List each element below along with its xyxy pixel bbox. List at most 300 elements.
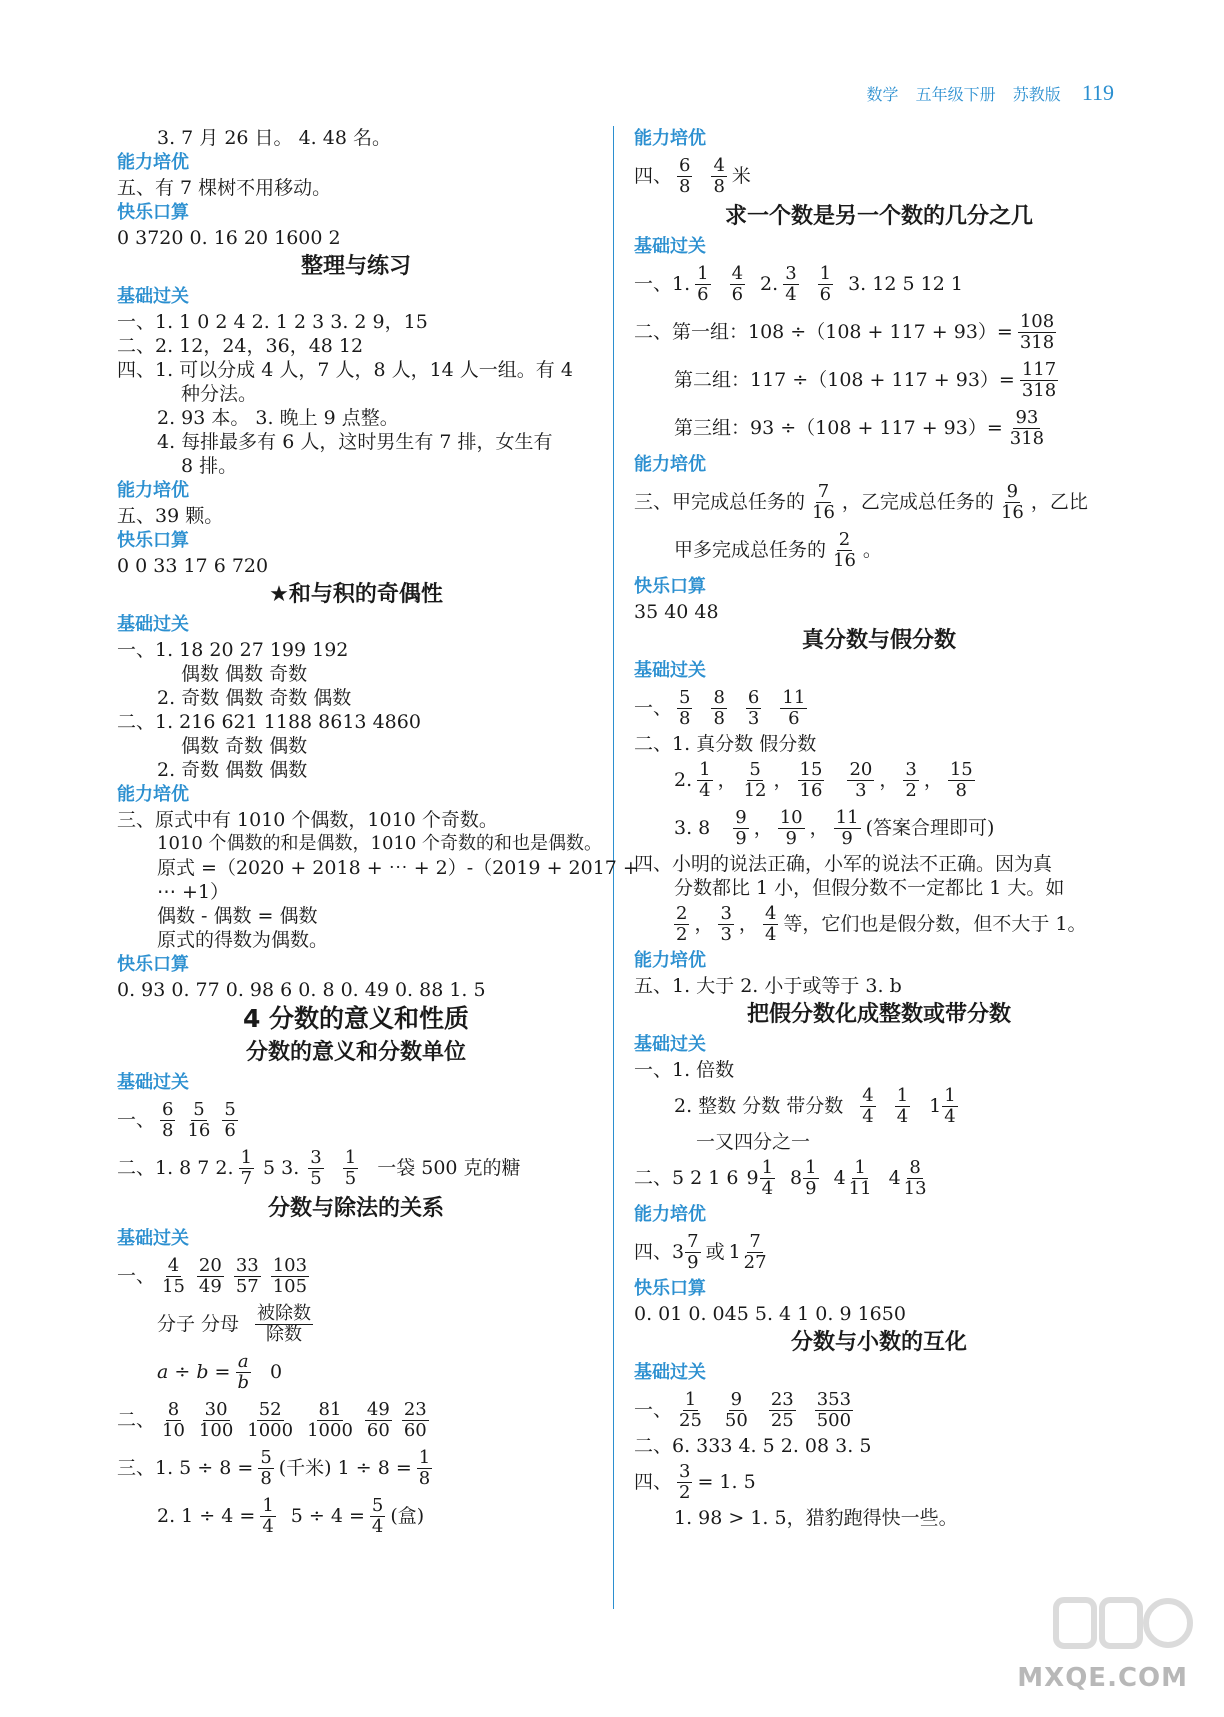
fraction-numerator: 被除数 (257, 1302, 312, 1324)
fraction-denominator: 9 (785, 827, 797, 849)
fraction-line (634, 404, 1124, 452)
fraction-numerator: 3 (679, 1460, 691, 1482)
fraction-denominator: 57 (235, 1275, 259, 1297)
fraction-numerator: 6 (679, 154, 691, 176)
page-number: 119 (1081, 80, 1114, 105)
fraction-denominator: 7 (240, 1167, 253, 1189)
section-label: 基础过关 (117, 286, 189, 307)
section-label: 能力培优 (634, 128, 706, 149)
fraction (711, 156, 726, 197)
item-prefix: 二、 (117, 1409, 156, 1431)
fraction-line (634, 1458, 1124, 1506)
fraction-numerator: 33 (235, 1254, 259, 1276)
fraction-numerator: 1 (684, 1388, 697, 1410)
answer-line: 二、6. 333 4. 5 2. 08 3. 5 (634, 1435, 872, 1457)
fraction (742, 760, 769, 801)
page-header (854, 80, 1114, 106)
fraction-denominator: 6 (788, 707, 800, 729)
answer-line: 2. 93 本。 3. 晚上 9 点整。 (157, 407, 399, 429)
section-label: 快乐口算 (117, 202, 189, 223)
fraction-line (634, 308, 1124, 356)
section-label: 基础过关 (634, 1362, 706, 1383)
fraction-line (634, 478, 1124, 526)
text-run: (答案合理即可) (865, 817, 995, 839)
fraction-denominator: 8 (679, 175, 691, 197)
answer-line: 原式 =（2020 + 2018 + ⋯ + 2）-（2019 + 2017 + (157, 857, 639, 879)
fraction-denominator: 50 (724, 1409, 748, 1431)
fraction-denominator: 105 (272, 1275, 308, 1297)
fraction-numerator: 3 (785, 262, 797, 284)
answer-line: 0 0 33 17 6 720 (117, 555, 269, 577)
text-run: 。 (862, 539, 882, 561)
fraction-denominator: 2 (676, 923, 688, 945)
section-label: 基础过关 (634, 1034, 706, 1055)
fraction-line (634, 684, 1124, 732)
fraction-numerator: 8 (713, 686, 725, 708)
fraction-denominator: 5 (310, 1167, 322, 1189)
text-run: 第二组：117 ÷（108 + 117 + 93）= (674, 369, 1015, 391)
text-run: 或 (705, 1241, 725, 1263)
fraction-numerator: 9 (735, 806, 747, 828)
fraction (222, 1100, 237, 1141)
fraction-line (117, 1300, 595, 1348)
fraction-denominator: b (237, 1371, 249, 1393)
fraction (718, 904, 733, 945)
text-run: ，乙比 (1030, 491, 1088, 513)
fraction-line (117, 1444, 595, 1492)
fraction-numerator: 1 (805, 1156, 817, 1178)
fraction-denominator: 1000 (307, 1419, 353, 1441)
answer-line: 3. 7 月 26 日。 4. 48 名。 (157, 127, 391, 149)
fraction (810, 482, 837, 523)
fraction-denominator: 2 (679, 1481, 691, 1503)
section-label: 快乐口算 (117, 954, 189, 975)
fraction (1020, 360, 1058, 401)
fraction (308, 1148, 323, 1189)
fraction-denominator: 8 (260, 1467, 272, 1489)
fraction (711, 688, 726, 729)
fraction (746, 688, 761, 729)
fraction (902, 1158, 929, 1199)
fraction (677, 688, 692, 729)
text-run: 5 ÷ 4 = (290, 1505, 365, 1527)
fraction-line: 2. $\frac{1}{4}$ ， $\frac{5}{12}$ ， $\frac{15}{16}$ $\frac{20}{3}$ ， $\frac{3}{2}$ ， $\frac{15}{8}$ (634, 756, 1124, 804)
lesson-title: ★和与积的奇偶性 (269, 582, 443, 607)
text-run: 2. (674, 769, 693, 791)
fraction-numerator: 23 (770, 1388, 794, 1410)
answer-line: 二、1. 216 621 1188 8613 4860 (117, 711, 421, 733)
item-prefix: 一、 (117, 1265, 156, 1287)
fraction-numerator: 23 (403, 1398, 427, 1420)
answer-line: 偶数 奇数 偶数 (181, 735, 308, 757)
answer-line: 1010 个偶数的和是偶数，1010 个奇数的和也是偶数。 (157, 833, 603, 854)
fraction-denominator: 6 (697, 283, 709, 305)
text-run: 3. 8 (674, 817, 711, 839)
section-label: 能力培优 (117, 480, 189, 501)
watermark-text: MXQE.COM (1017, 1663, 1188, 1693)
fraction (742, 1232, 769, 1273)
answer-line: 一、1. 18 20 27 199 192 (117, 639, 349, 661)
fraction (834, 808, 861, 849)
fraction-line: $\frac{2}{2}$ ， $\frac{3}{3}$ ， $\frac{4}{4}$ 等，它们也是假分数，但不大于 1。 (634, 900, 1124, 948)
text-run: 3. 12 5 12 1 (848, 273, 963, 295)
fraction-line (634, 152, 1124, 200)
answer-line: 原式的得数为偶数。 (157, 929, 329, 951)
fraction-line (117, 1096, 595, 1144)
section-label: 能力培优 (117, 152, 189, 173)
fraction-numerator: 15 (799, 758, 823, 780)
fraction-denominator: 8 (679, 707, 691, 729)
fraction-numerator: 1 (697, 262, 709, 284)
text-run: 二、第一组：108 ÷（108 + 117 + 93）= (634, 321, 1013, 343)
left-column (117, 126, 639, 1540)
fraction-line (634, 356, 1124, 404)
fraction-denominator: 60 (403, 1419, 427, 1441)
fraction (258, 1448, 273, 1489)
fraction (778, 808, 805, 849)
fraction-denominator: 4 (862, 1105, 874, 1127)
fraction-numerator: 5 (193, 1098, 205, 1120)
fraction-numerator: 7 (817, 480, 830, 502)
fraction (677, 1390, 704, 1431)
text-run: 2. 1 ÷ 4 = (157, 1505, 256, 1527)
fraction (847, 1158, 874, 1199)
answer-line: 35 40 48 (634, 601, 719, 623)
fraction-denominator: 12 (743, 779, 767, 801)
fraction-numerator: 1 (418, 1446, 431, 1468)
text-run: 1 (929, 1095, 942, 1117)
fraction-denominator: 11 (848, 1177, 872, 1199)
fraction-numerator: 2 (838, 528, 851, 550)
fraction (365, 1400, 392, 1441)
fraction-denominator: 6 (819, 283, 832, 305)
fraction-numerator: 4 (764, 902, 777, 924)
fraction-numerator: 1 (344, 1146, 357, 1168)
fraction (723, 1390, 750, 1431)
fraction-denominator: 8 (162, 1119, 174, 1141)
section-label: 能力培优 (634, 454, 706, 475)
fraction (197, 1400, 235, 1441)
fraction-denominator: 16 (187, 1119, 211, 1141)
fraction (160, 1100, 175, 1141)
text-run: 二、1. 8 7 2. (117, 1157, 234, 1179)
text-run: 4 (833, 1167, 846, 1189)
fraction-numerator: 117 (1021, 358, 1057, 380)
answer-line: 五、有 7 棵树不用移动。 (117, 177, 332, 199)
fraction (831, 530, 858, 571)
fraction (271, 1256, 309, 1297)
fraction (370, 1496, 385, 1537)
fraction-line (634, 260, 1124, 308)
lesson-title: 把假分数化成整数或带分数 (746, 1002, 1011, 1027)
fraction (685, 1232, 700, 1273)
text-run: (千米) 1 ÷ 8 = (278, 1457, 412, 1479)
fraction-denominator: 9 (805, 1177, 817, 1199)
fraction-denominator: 16 (1000, 501, 1024, 523)
section-label: 快乐口算 (634, 576, 706, 597)
section-label: 基础过关 (634, 236, 706, 257)
text-run: 二、5 2 1 6 (634, 1167, 739, 1189)
text-run: a ÷ b = (157, 1361, 231, 1383)
fraction-numerator: 108 (1019, 310, 1055, 332)
fraction-numerator: 7 (749, 1230, 761, 1252)
lesson-title: 分数与除法的关系 (267, 1196, 444, 1221)
lesson-title: 真分数与假分数 (801, 628, 956, 653)
fraction-line (634, 1154, 1124, 1202)
fraction-numerator: 1 (896, 1084, 909, 1106)
answer-line: 分数都比 1 小，但假分数不一定都比 1 大。如 (674, 877, 1065, 899)
fraction (677, 156, 692, 197)
answer-line: 偶数 - 偶数 = 偶数 (157, 905, 318, 927)
fraction (818, 264, 833, 305)
fraction-numerator: 3 (905, 758, 917, 780)
fraction-denominator: 9 (735, 827, 747, 849)
fraction-numerator: 5 (260, 1446, 272, 1468)
fraction (417, 1448, 432, 1489)
fraction-denominator: 13 (903, 1177, 927, 1199)
answer-line: 8 排。 (181, 455, 238, 477)
answer-line: 2. 奇数 偶数 偶数 (157, 759, 308, 781)
fraction-numerator: a (237, 1350, 249, 1372)
fraction-line (117, 1252, 595, 1300)
fraction-numerator: 11 (835, 806, 859, 828)
fraction (343, 1148, 358, 1189)
fraction (160, 1400, 187, 1441)
fraction (847, 760, 874, 801)
item-prefix: 一、 (634, 1399, 673, 1421)
fraction-numerator: 20 (198, 1254, 222, 1276)
fraction-denominator: 16 (833, 549, 856, 571)
text-run: 一、1. (634, 273, 691, 295)
fraction-numerator: 81 (318, 1398, 342, 1420)
fraction (763, 904, 778, 945)
fraction-denominator: 60 (366, 1419, 390, 1441)
text-run: 米 (731, 165, 751, 187)
fraction-denominator: 4 (896, 1105, 909, 1127)
fraction-numerator: 1 (262, 1494, 274, 1516)
header-subject: 数学 (866, 85, 899, 104)
fraction (730, 264, 745, 305)
fraction-line (634, 526, 1124, 574)
fraction-denominator: 15 (162, 1275, 185, 1297)
fraction-denominator: 8 (955, 779, 967, 801)
fraction-denominator: 318 (1021, 379, 1057, 401)
fraction (1008, 408, 1046, 449)
fraction-denominator: 100 (198, 1419, 234, 1441)
fraction (160, 1256, 187, 1297)
fraction (402, 1400, 429, 1441)
fraction-denominator: 10 (162, 1419, 185, 1441)
fraction-numerator: 6 (747, 686, 760, 708)
fraction (260, 1496, 275, 1537)
fraction-numerator: 10 (779, 806, 803, 828)
section-label: 能力培优 (117, 784, 189, 805)
fraction-denominator: 3 (855, 779, 867, 801)
text-run: ，乙完成总任务的 (841, 491, 994, 513)
fraction-numerator: 20 (849, 758, 873, 780)
item-prefix: 四、 (634, 1471, 673, 1493)
fraction-line (117, 1492, 595, 1540)
fraction (674, 904, 689, 945)
fraction-numerator: 5 (679, 686, 691, 708)
text-run: 2. (760, 273, 779, 295)
fraction-denominator: 4 (785, 283, 797, 305)
fraction (234, 1256, 261, 1297)
fraction-denominator: 除数 (266, 1323, 303, 1345)
section-label: 快乐口算 (117, 530, 189, 551)
answer-line: 五、39 颗。 (117, 505, 224, 527)
fraction (948, 760, 975, 801)
fraction-line (117, 1348, 595, 1396)
fraction-numerator: 8 (909, 1156, 921, 1178)
text-run: 2. 整数 分数 带分数 (674, 1095, 844, 1117)
answer-line: 三、原式中有 1010 个偶数，1010 个奇数。 (117, 809, 498, 831)
fraction (769, 1390, 796, 1431)
fraction-denominator: 1000 (247, 1419, 294, 1441)
fraction (815, 1390, 853, 1431)
text-run: 一袋 500 克的糖 (377, 1157, 521, 1179)
answer-line: 一又四分之一 (696, 1131, 811, 1153)
fraction-numerator: 1 (761, 1156, 774, 1178)
text-run: 分子 分母 (157, 1313, 240, 1335)
item-prefix: 四、 (634, 165, 673, 187)
item-prefix: 一、 (117, 1109, 156, 1131)
fraction-denominator: 16 (799, 779, 823, 801)
answer-line: 偶数 偶数 奇数 (181, 663, 308, 685)
fraction-numerator: 5 (371, 1494, 384, 1516)
fraction-numerator: 49 (366, 1398, 390, 1420)
fraction (780, 688, 807, 729)
fraction-denominator: 25 (770, 1409, 794, 1431)
fraction (697, 760, 712, 801)
fraction-denominator: 49 (198, 1275, 222, 1297)
answer-line: 五、1. 大于 2. 小于或等于 3. b (634, 975, 902, 997)
fraction (235, 1352, 251, 1393)
text-run: = 1. 5 (697, 1471, 756, 1493)
fraction-numerator: 7 (687, 1230, 699, 1252)
fraction-line (634, 1386, 1124, 1434)
fraction (245, 1400, 295, 1441)
fraction-numerator: 93 (1015, 406, 1039, 428)
fraction (860, 1086, 875, 1127)
fraction-numerator: 1 (819, 262, 832, 284)
fraction (760, 1158, 775, 1199)
fraction (239, 1148, 254, 1189)
lesson-title: 分数与小数的互化 (790, 1330, 967, 1355)
fraction (255, 1304, 313, 1345)
fraction-numerator: 4 (862, 1084, 874, 1106)
fraction (803, 1158, 818, 1199)
text-run: 等，它们也是假分数，但不大于 1。 (783, 913, 1087, 935)
fraction-numerator: 1 (854, 1156, 866, 1178)
lesson-title: 整理与练习 (300, 254, 411, 279)
answer-line: 四、小明的说法正确，小军的说法不正确。因为真 (634, 853, 1053, 875)
fraction-line (634, 1228, 1124, 1276)
section-label: 基础过关 (634, 660, 706, 681)
fraction-numerator: 5 (749, 758, 761, 780)
fraction-denominator: 25 (679, 1409, 702, 1431)
answer-line: 2. 奇数 偶数 奇数 偶数 (157, 687, 352, 709)
fraction (783, 264, 798, 305)
fraction (677, 1462, 692, 1503)
fraction-numerator: 2 (676, 902, 688, 924)
fraction-denominator: 4 (761, 1177, 774, 1199)
fraction-denominator: 27 (743, 1251, 767, 1273)
fraction-denominator: 8 (418, 1467, 431, 1489)
text-run: 甲多完成总任务的 (674, 539, 827, 561)
fraction-numerator: 1 (699, 758, 711, 780)
fraction-denominator: 5 (344, 1167, 357, 1189)
fraction (798, 760, 825, 801)
fraction-numerator: 353 (816, 1388, 852, 1410)
text-run: 4 (888, 1167, 901, 1189)
fraction-numerator: 4 (167, 1254, 180, 1276)
fraction-numerator: 9 (1006, 480, 1019, 502)
section-label: 基础过关 (117, 1228, 189, 1249)
answer-line: 1. 98 > 1. 5，猎豹跑得快一些。 (674, 1507, 958, 1529)
answer-line: 种分法。 (181, 383, 258, 405)
fraction-denominator: 2 (905, 779, 917, 801)
section-label: 能力培优 (634, 1204, 706, 1225)
fraction (185, 1100, 212, 1141)
fraction-numerator: 1 (944, 1084, 956, 1106)
fraction-numerator: 30 (204, 1398, 228, 1420)
item-prefix: 四、 (634, 1241, 673, 1263)
chapter-title: 4 分数的意义和性质 (242, 1004, 470, 1033)
fraction (695, 264, 710, 305)
fraction-numerator: 52 (258, 1398, 282, 1420)
answer-line: 二、1. 真分数 假分数 (634, 733, 817, 755)
answer-line: 0. 93 0. 77 0. 98 6 0. 8 0. 49 0. 88 1. 5 (117, 979, 486, 1001)
fraction-numerator: 1 (240, 1146, 253, 1168)
fraction-denominator: 500 (816, 1409, 852, 1431)
text-run: 9 (746, 1167, 759, 1189)
answer-line: 二、2. 12，24，36，48 12 (117, 335, 364, 357)
fraction-denominator: 4 (371, 1515, 384, 1537)
fraction (895, 1086, 910, 1127)
fraction-line (117, 1144, 595, 1192)
answer-line: 0 3720 0. 16 20 1600 2 (117, 227, 341, 249)
text-run: 三、1. 5 ÷ 8 = (117, 1457, 254, 1479)
answer-line: 一、1. 1 0 2 4 2. 1 2 3 3. 2 9，15 (117, 311, 428, 333)
section-label: 能力培优 (634, 950, 706, 971)
fraction-denominator: 318 (1009, 427, 1045, 449)
fraction-line: 3. 8 $\frac{9}{9}$ ， $\frac{10}{9}$ ， $\frac{11}{9}$ (答案合理即可) (634, 804, 1124, 852)
answer-line: 一、1. 倍数 (634, 1059, 735, 1081)
answer-line: 四、1. 可以分成 4 人，7 人，8 人，14 人一组。有 4 (117, 359, 573, 381)
fraction-denominator: 4 (262, 1515, 274, 1537)
text-run: 1 (728, 1241, 741, 1263)
fraction-denominator: 3 (720, 923, 732, 945)
fraction-denominator: 16 (812, 501, 835, 523)
fraction (903, 760, 918, 801)
fraction-line (634, 1082, 1124, 1130)
fraction-denominator: 8 (713, 707, 725, 729)
fraction-numerator: 4 (713, 154, 725, 176)
fraction-denominator: 6 (224, 1119, 236, 1141)
lesson-title: 求一个数是另一个数的几分之几 (724, 204, 1033, 229)
fraction (999, 482, 1026, 523)
answer-line: 4. 每排最多有 6 人，这时男生有 7 排，女生有 (157, 431, 553, 453)
fraction-numerator: 15 (949, 758, 973, 780)
fraction-numerator: 3 (310, 1146, 322, 1168)
text-run: 第三组：93 ÷（108 + 117 + 93）= (674, 417, 1003, 439)
answer-line: 0. 01 0. 045 5. 4 1 0. 9 1650 (634, 1303, 906, 1325)
fraction-numerator: 11 (782, 686, 806, 708)
right-column (634, 126, 1124, 1530)
fraction-numerator: 6 (162, 1098, 174, 1120)
text-run: 5 3. (263, 1157, 300, 1179)
